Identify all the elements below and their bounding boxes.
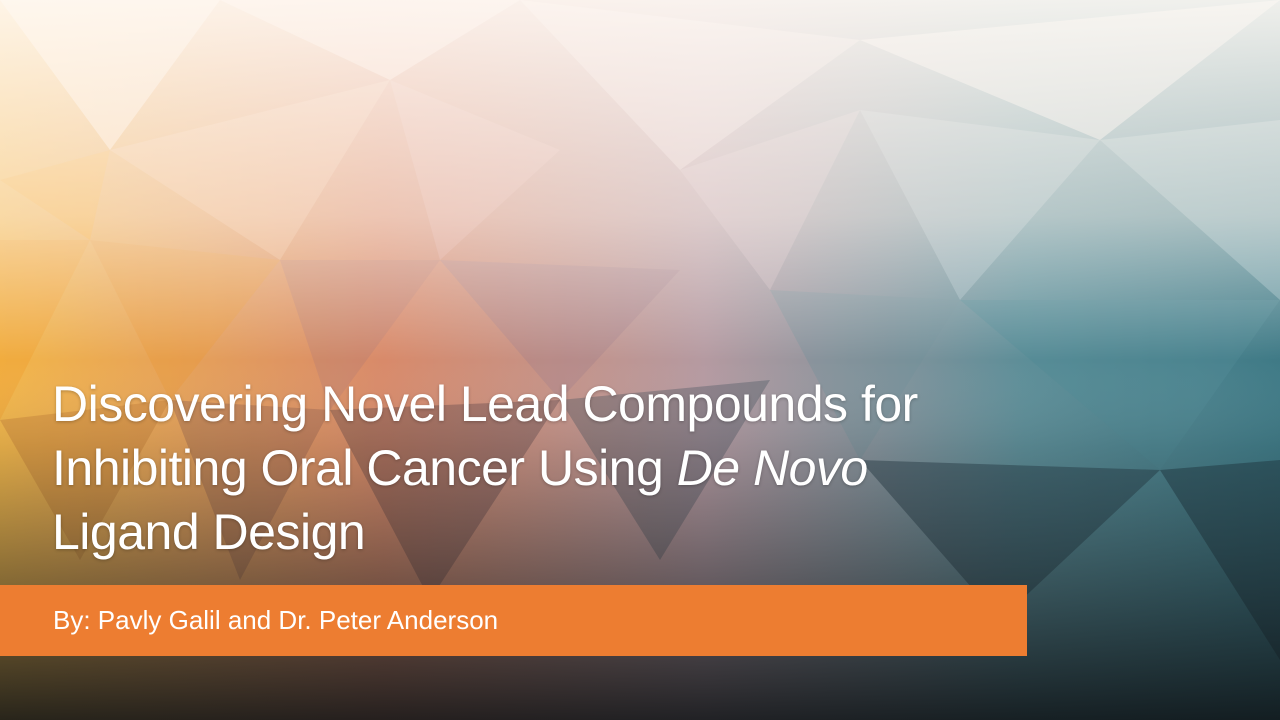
byline-bar: [0, 585, 1027, 656]
title-italic-novo: Novo: [753, 440, 868, 496]
title-text-part3: Ligand Design: [52, 504, 366, 560]
slide-title: [52, 372, 992, 564]
title-italic-de: De: [676, 440, 740, 496]
title-text-part1: Discovering Novel Lead Compounds for Inhibiting Oral Cancer Using: [52, 376, 918, 496]
title-text-space: [740, 440, 753, 496]
byline-text: By: Pavly Galil and Dr. Peter Anderson: [53, 605, 499, 635]
